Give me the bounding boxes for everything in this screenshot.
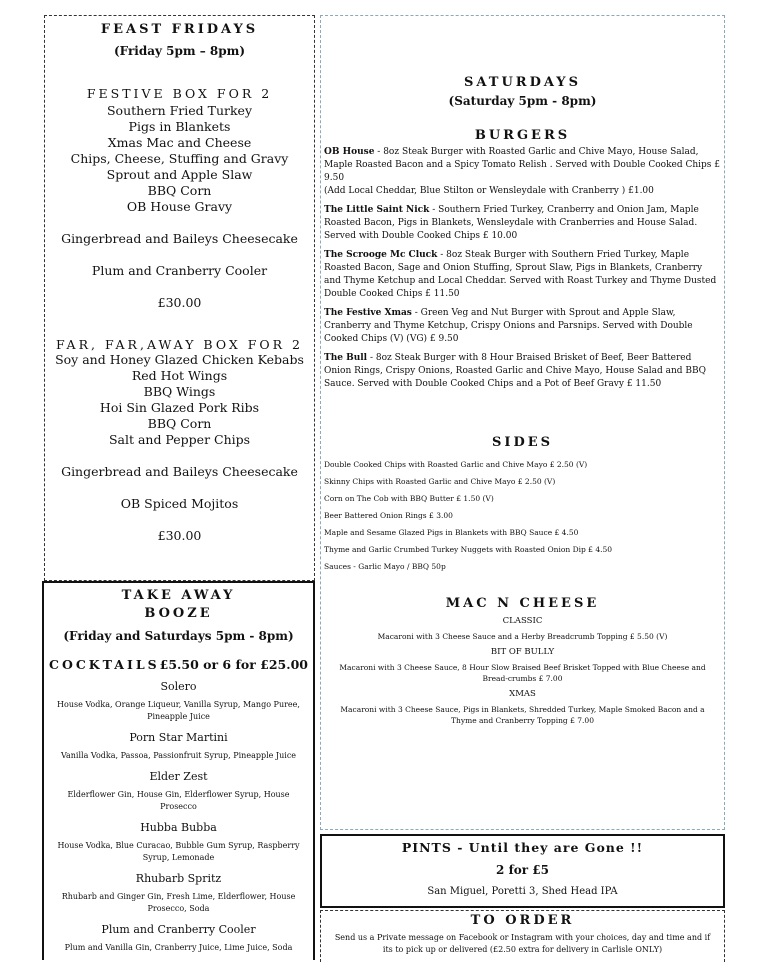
festive-item: Chips, Cheese, Stuffing and Gravy <box>70 151 289 166</box>
festive-dessert: Gingerbread and Baileys Cheesecake <box>61 231 298 246</box>
festive-drink: Plum and Cranberry Cooler <box>91 263 268 278</box>
cocktails-label: COCKTAILS <box>49 657 160 672</box>
saturdays-title: SATURDAYS <box>464 75 581 90</box>
festive-item: Pigs in Blankets <box>128 119 231 134</box>
festive-price: £30.00 <box>157 295 202 310</box>
pints-title: PINTS - Until they are Gone !! <box>401 840 644 855</box>
far-drink: OB Spiced Mojitos <box>120 496 239 511</box>
burger-name: OB House <box>324 147 375 157</box>
saturdays-time: (Saturday 5pm - 8pm) <box>448 94 597 108</box>
mac-name: BIT OF BULLY <box>490 647 555 657</box>
feast-title: FEAST FRIDAYS <box>100 22 259 37</box>
order-text: Send us a Private message on Facebook or Instagram with your choices, day and time and if its to pick up or delivered (£2.50 extra for delivery in Carlisle ONLY) <box>334 933 711 954</box>
pints-section <box>320 834 725 908</box>
sides-title: SIDES <box>491 435 554 450</box>
far-items-list <box>45 352 314 448</box>
side-item: Double Cooked Chips with Roasted Garlic and Chive Mayo £ 2.50 (V) <box>324 460 588 469</box>
order-title: TO ORDER <box>470 913 575 928</box>
burger-item <box>321 352 724 391</box>
side-item: Maple and Sesame Glazed Pigs in Blankets with BBQ Sauce £ 4.50 <box>324 528 579 537</box>
burger-name: The Little Saint Nick <box>324 205 430 215</box>
festive-box-title: FESTIVE BOX FOR 2 <box>86 86 273 101</box>
mac-desc: Macaroni with 3 Cheese Sauce, Pigs in Blankets, Shredded Turkey, Maple Smoked Bacon and a Thyme and Cranberry Topping £ 7.00 <box>340 705 705 725</box>
drink-name: Solero <box>160 680 197 693</box>
burger-item <box>321 307 724 346</box>
festive-item: OB House Gravy <box>126 199 233 214</box>
mac-desc: Macaroni with 3 Cheese Sauce and a Herby Breadcrumb Topping £ 5.50 (V) <box>377 632 668 641</box>
side-item: Skinny Chips with Roasted Garlic and Chive Mayo £ 2.50 (V) <box>324 477 556 486</box>
far-price: £30.00 <box>157 528 202 543</box>
far-dessert: Gingerbread and Baileys Cheesecake <box>61 464 298 479</box>
drink-name: Elder Zest <box>149 770 208 783</box>
burger-desc: - Southern Fried Turkey, Cranberry and Onion Jam, Maple Roasted Bacon, Pigs in Blankets, Wensleydale with Cranberries and House Salad. Served with Double Cooked Chips £ 10.00 <box>324 205 699 241</box>
far-box-title: FAR, FAR,AWAY BOX FOR 2 <box>55 337 304 352</box>
drink-desc: Rhubarb and Ginger Gin, Fresh Lime, Elderflower, House Prosecco, Soda <box>61 892 296 913</box>
cocktails-heading <box>44 657 313 672</box>
burger-desc: - 8oz Steak Burger with Roasted Garlic and Chive Mayo, House Salad, Maple Roasted Bacon and a Spicy Tomato Relish . Served with Double Cooked Chips £ 9.50 <box>324 147 721 183</box>
mac-desc: Macaroni with 3 Cheese Sauce, 8 Hour Slow Braised Beef Brisket Topped with Blue Cheese and Bread-crumbs £ 7.00 <box>339 663 706 683</box>
drink-name: Porn Star Martini <box>129 731 228 744</box>
side-item: Sauces - Garlic Mayo / BBQ 50p <box>324 562 446 571</box>
side-item: Corn on The Cob with BBQ Butter £ 1.50 (V) <box>324 494 494 503</box>
side-item: Beer Battered Onion Rings £ 3.00 <box>324 511 453 520</box>
mac-title: MAC N CHEESE <box>445 596 600 611</box>
feast-time: (Friday 5pm – 8pm) <box>113 44 246 58</box>
far-item: Soy and Honey Glazed Chicken Kebabs <box>55 352 304 367</box>
burger-desc: - 8oz Steak Burger with 8 Hour Braised Brisket of Beef, Beer Battered Onion Rings, Crispy Onions, Roasted Garlic and Chive Mayo, House Salad and BBQ Sauce. Served with Double Cooked Chips and a Pot of Beef Gravy £ 11.50 <box>324 353 707 389</box>
drink-name: Plum and Cranberry Cooler <box>101 923 256 936</box>
festive-item: BBQ Corn <box>147 183 212 198</box>
feast-fridays-section <box>44 15 315 581</box>
to-order-section <box>320 910 725 962</box>
burger-name: The Scrooge Mc Cluck <box>324 250 438 260</box>
booze-time: (Friday and Saturdays 5pm - 8pm) <box>63 629 294 643</box>
burgers-title: BURGERS <box>474 128 571 143</box>
far-item: BBQ Corn <box>147 416 212 431</box>
mac-item <box>321 647 724 684</box>
booze-title-line1: TAKE AWAY <box>121 588 236 603</box>
burger-item <box>321 204 724 243</box>
burger-desc: - Green Veg and Nut Burger with Sprout and Apple Slaw, Cranberry and Thyme Ketchup, Crispy Onions and Parsnips. Served with Double Cooked Chips (V) (VG) £ 9.50 <box>324 308 693 344</box>
drink-desc: House Vodka, Blue Curacao, Bubble Gum Syrup, Raspberry Syrup, Lemonade <box>57 841 300 862</box>
festive-item: Sprout and Apple Slaw <box>106 167 253 182</box>
far-item: Hoi Sin Glazed Pork Ribs <box>99 400 260 415</box>
burger-item <box>321 146 724 198</box>
festive-item: Southern Fried Turkey <box>106 103 253 118</box>
pints-deal: 2 for £5 <box>496 863 549 877</box>
side-item: Thyme and Garlic Crumbed Turkey Nuggets with Roasted Onion Dip £ 4.50 <box>324 545 613 554</box>
booze-title-line2: BOOZE <box>144 606 213 621</box>
cocktails-price: £5.50 or 6 for £25.00 <box>159 657 308 672</box>
far-item: BBQ Wings <box>143 384 216 399</box>
festive-items-list <box>45 103 314 215</box>
burger-extra: (Add Local Cheddar, Blue Stilton or Wensleydale with Cranberry ) £1.00 <box>324 186 654 196</box>
drink-desc: House Vodka, Orange Liqueur, Vanilla Syrup, Mango Puree, Pineapple Juice <box>57 700 300 721</box>
mac-item <box>321 616 724 642</box>
mac-item <box>321 689 724 726</box>
saturdays-section <box>320 15 725 830</box>
far-item: Red Hot Wings <box>131 368 228 383</box>
mac-name: CLASSIC <box>502 616 543 626</box>
pints-beers: San Miguel, Poretti 3, Shed Head IPA <box>427 886 618 897</box>
burger-name: The Bull <box>324 353 368 363</box>
far-item: Salt and Pepper Chips <box>108 432 251 447</box>
burger-item <box>321 249 724 301</box>
drink-desc: Vanilla Vodka, Passoa, Passionfruit Syrup, Pineapple Juice <box>60 751 297 760</box>
burger-name: The Festive Xmas <box>324 308 412 318</box>
burger-desc: - 8oz Steak Burger with Southern Fried Turkey, Maple Roasted Bacon, Sage and Onion Stuffing, Sprout Slaw, Pigs in Blankets, Cranberry and Thyme Ketchup and Local Cheddar. Served with Roast Turkey and Thyme Dusted Double Cooked Chips £ 11.50 <box>324 250 717 299</box>
festive-item: Xmas Mac and Cheese <box>107 135 252 150</box>
drink-desc: Plum and Vanilla Gin, Cranberry Juice, Lime Juice, Soda <box>64 943 293 952</box>
drink-desc: Elderflower Gin, House Gin, Elderflower Syrup, House Prosecco <box>67 790 290 811</box>
drink-name: Rhubarb Spritz <box>135 872 222 885</box>
mac-name: XMAS <box>509 689 536 699</box>
drink-name: Hubba Bubba <box>140 821 217 834</box>
takeaway-booze-section <box>42 581 315 960</box>
